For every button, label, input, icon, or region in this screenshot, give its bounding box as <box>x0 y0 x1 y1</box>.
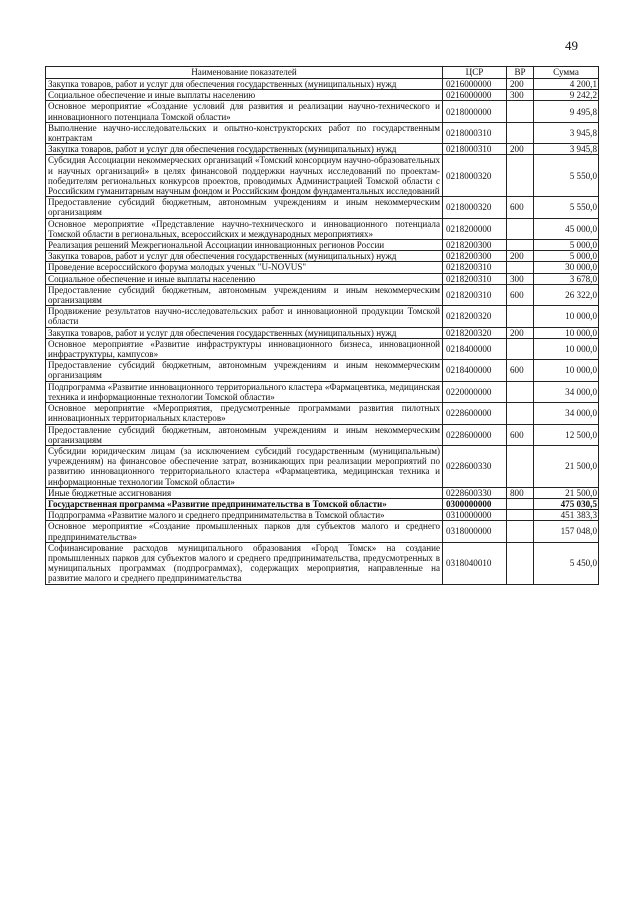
cell-csr: 0218200000 <box>443 218 507 239</box>
cell-csr: 0218200310 <box>443 284 507 305</box>
cell-csr: 0218000320 <box>443 197 507 218</box>
cell-name: Предоставление субсидий бюджетным, автономным учреждениям и иным некоммерческим организациям <box>46 284 443 305</box>
cell-csr: 0218000000 <box>443 101 507 122</box>
cell-name: Проведение всероссийского форума молодых ученых "U-NOVUS" <box>46 262 443 273</box>
table-row <box>46 542 599 584</box>
cell-sum: 3 678,0 <box>534 273 599 284</box>
cell-vr: 800 <box>507 487 534 498</box>
cell-vr: 600 <box>507 284 534 305</box>
cell-vr <box>507 240 534 251</box>
cell-name: Выполнение научно-исследовательских и опытно-конструкторских работ по государственным контрактам <box>46 122 443 143</box>
cell-csr: 0218200310 <box>443 273 507 284</box>
cell-sum: 475 030,5 <box>534 498 599 509</box>
cell-name: Предоставление субсидий бюджетным, автономным учреждениям и иным некоммерческим организациям <box>46 360 443 381</box>
cell-csr: 0218400000 <box>443 360 507 381</box>
table-row <box>46 144 599 155</box>
cell-vr: 600 <box>507 360 534 381</box>
table-row <box>46 218 599 239</box>
cell-sum: 3 945,8 <box>534 144 599 155</box>
cell-sum: 9 242,2 <box>534 90 599 101</box>
cell-name: Субсидия Ассоциации некоммерческих организаций «Томский консорциум научно-образовательных и научных организаций» в целях финансовой поддержки научных исследований по проектам-победителям региональных конкурсов проектов, проводимых Администрацией Томской области с Российским гуманитарным научным фондом и Российским фондом фундаментальных исследований <box>46 155 443 197</box>
cell-vr <box>507 510 534 521</box>
cell-sum: 10 000,0 <box>534 338 599 359</box>
cell-vr: 600 <box>507 197 534 218</box>
page-number: 49 <box>565 38 578 53</box>
cell-name: Закупка товаров, работ и услуг для обеспечения государственных (муниципальных) нужд <box>46 144 443 155</box>
cell-csr: 0218200300 <box>443 251 507 262</box>
cell-sum: 5 550,0 <box>534 155 599 197</box>
table-row <box>46 197 599 218</box>
budget-table <box>45 66 599 585</box>
table-row <box>46 122 599 143</box>
cell-name: Подпрограмма «Развитие малого и среднего предпринимательства в Томской области» <box>46 510 443 521</box>
cell-name: Основное мероприятие «Развитие инфраструктуры инновационного бизнеса, инновационной инфраструктуры, кампусов» <box>46 338 443 359</box>
cell-name: Предоставление субсидий бюджетным, автономным учреждениям и иным некоммерческим организациям <box>46 424 443 445</box>
table-row <box>46 338 599 359</box>
cell-csr: 0318000000 <box>443 521 507 542</box>
cell-csr: 0228600000 <box>443 424 507 445</box>
cell-sum: 451 383,3 <box>534 510 599 521</box>
cell-name: Основное мероприятие «Создание условий для развития и реализации научно-технического и инновационного потенциала Томской области» <box>46 101 443 122</box>
cell-name: Иные бюджетные ассигнования <box>46 487 443 498</box>
cell-sum: 10 000,0 <box>534 327 599 338</box>
column-header-vr: ВР <box>507 67 534 79</box>
table-header <box>46 67 599 79</box>
cell-csr: 0218400000 <box>443 338 507 359</box>
cell-csr: 0318040010 <box>443 542 507 584</box>
cell-csr: 0300000000 <box>443 498 507 509</box>
table-row <box>46 284 599 305</box>
cell-sum: 9 495,8 <box>534 101 599 122</box>
cell-csr: 0218200310 <box>443 262 507 273</box>
table-row <box>46 445 599 487</box>
table-row <box>46 381 599 402</box>
header-row <box>46 67 599 79</box>
cell-csr: 0218000320 <box>443 155 507 197</box>
cell-vr <box>507 521 534 542</box>
cell-csr: 0216000000 <box>443 79 507 90</box>
cell-csr: 0228600000 <box>443 403 507 424</box>
cell-sum: 5 550,0 <box>534 197 599 218</box>
cell-sum: 21 500,0 <box>534 445 599 487</box>
cell-vr <box>507 498 534 509</box>
table-row <box>46 79 599 90</box>
table-row <box>46 90 599 101</box>
cell-sum: 5 450,0 <box>534 542 599 584</box>
cell-vr <box>507 338 534 359</box>
cell-vr: 200 <box>507 251 534 262</box>
cell-sum: 21 500,0 <box>534 487 599 498</box>
cell-vr <box>507 122 534 143</box>
cell-vr <box>507 306 534 327</box>
cell-csr: 0310000000 <box>443 510 507 521</box>
cell-csr: 0228600330 <box>443 487 507 498</box>
cell-name: Закупка товаров, работ и услуг для обеспечения государственных (муниципальных) нужд <box>46 251 443 262</box>
cell-vr <box>507 155 534 197</box>
cell-csr: 0218000310 <box>443 122 507 143</box>
table-row <box>46 327 599 338</box>
cell-name: Продвижение результатов научно-исследовательских работ и инновационной продукции Томской области <box>46 306 443 327</box>
cell-sum: 5 000,0 <box>534 240 599 251</box>
cell-vr <box>507 262 534 273</box>
cell-name: Субсидии юридическим лицам (за исключением субсидий государственным (муниципальным) учреждениям) на финансовое обеспечение затрат, возникающих при реализации мероприятий по развитию инновационного территориального кластера «Фармацевтика, медицинская техника и информационные технологии Томской области» <box>46 445 443 487</box>
table-row <box>46 240 599 251</box>
cell-sum: 3 945,8 <box>534 122 599 143</box>
cell-sum: 10 000,0 <box>534 306 599 327</box>
cell-sum: 45 000,0 <box>534 218 599 239</box>
cell-name: Государственная программа «Развитие предпринимательства в Томской области» <box>46 498 443 509</box>
table-row <box>46 521 599 542</box>
cell-name: Социальное обеспечение и иные выплаты населению <box>46 90 443 101</box>
table-row <box>46 487 599 498</box>
cell-vr <box>507 101 534 122</box>
cell-sum: 10 000,0 <box>534 360 599 381</box>
cell-csr: 0218200320 <box>443 306 507 327</box>
cell-vr: 200 <box>507 327 534 338</box>
cell-vr: 600 <box>507 424 534 445</box>
cell-name: Подпрограмма «Развитие инновационного территориального кластера «Фармацевтика, медицинская техника и информационные технологии Томской области» <box>46 381 443 402</box>
cell-vr: 200 <box>507 144 534 155</box>
cell-sum: 30 000,0 <box>534 262 599 273</box>
cell-vr <box>507 381 534 402</box>
table-row <box>46 403 599 424</box>
cell-sum: 34 000,0 <box>534 381 599 402</box>
cell-vr: 200 <box>507 79 534 90</box>
cell-sum: 4 200,1 <box>534 79 599 90</box>
cell-csr: 0218200320 <box>443 327 507 338</box>
table-row <box>46 510 599 521</box>
table-body <box>46 79 599 585</box>
table-row <box>46 273 599 284</box>
cell-name: Софинансирование расходов муниципального образования «Город Томск» на создание промышленных парков для субъектов малого и среднего предпринимательства, предусмотренных в муниципальных программах (подпрограммах), содержащих мероприятия, направленные на развитие малого и среднего предпринимательства <box>46 542 443 584</box>
cell-csr: 0220000000 <box>443 381 507 402</box>
column-header-name: Наименование показателей <box>46 67 443 79</box>
cell-vr <box>507 403 534 424</box>
cell-csr: 0228600330 <box>443 445 507 487</box>
cell-name: Реализация решений Межрегиональной Ассоциации инновационных регионов России <box>46 240 443 251</box>
cell-sum: 26 322,0 <box>534 284 599 305</box>
cell-name: Закупка товаров, работ и услуг для обеспечения государственных (муниципальных) нужд <box>46 327 443 338</box>
column-header-csr: ЦСР <box>443 67 507 79</box>
cell-csr: 0218200300 <box>443 240 507 251</box>
cell-vr: 300 <box>507 273 534 284</box>
cell-sum: 5 000,0 <box>534 251 599 262</box>
table-row <box>46 306 599 327</box>
cell-vr <box>507 542 534 584</box>
table-row <box>46 424 599 445</box>
cell-name: Основное мероприятие «Представление научно-технического и инновационного потенциала Томской области в региональных, всероссийских и международных мероприятиях» <box>46 218 443 239</box>
cell-name: Закупка товаров, работ и услуг для обеспечения государственных (муниципальных) нужд <box>46 79 443 90</box>
table-row <box>46 251 599 262</box>
cell-name: Основное мероприятие «Мероприятия, предусмотренные программами развития пилотных инновационных территориальных кластеров» <box>46 403 443 424</box>
cell-csr: 0218000310 <box>443 144 507 155</box>
table-row <box>46 155 599 197</box>
cell-sum: 34 000,0 <box>534 403 599 424</box>
table-row <box>46 360 599 381</box>
cell-sum: 157 048,0 <box>534 521 599 542</box>
cell-vr: 300 <box>507 90 534 101</box>
column-header-sum: Сумма <box>534 67 599 79</box>
cell-csr: 0216000000 <box>443 90 507 101</box>
cell-vr <box>507 218 534 239</box>
cell-sum: 12 500,0 <box>534 424 599 445</box>
cell-vr <box>507 445 534 487</box>
table-row <box>46 498 599 509</box>
cell-name: Предоставление субсидий бюджетным, автономным учреждениям и иным некоммерческим организациям <box>46 197 443 218</box>
cell-name: Основное мероприятие «Создание промышленных парков для субъектов малого и среднего предпринимательства» <box>46 521 443 542</box>
cell-name: Социальное обеспечение и иные выплаты населению <box>46 273 443 284</box>
table-row <box>46 262 599 273</box>
table-row <box>46 101 599 122</box>
